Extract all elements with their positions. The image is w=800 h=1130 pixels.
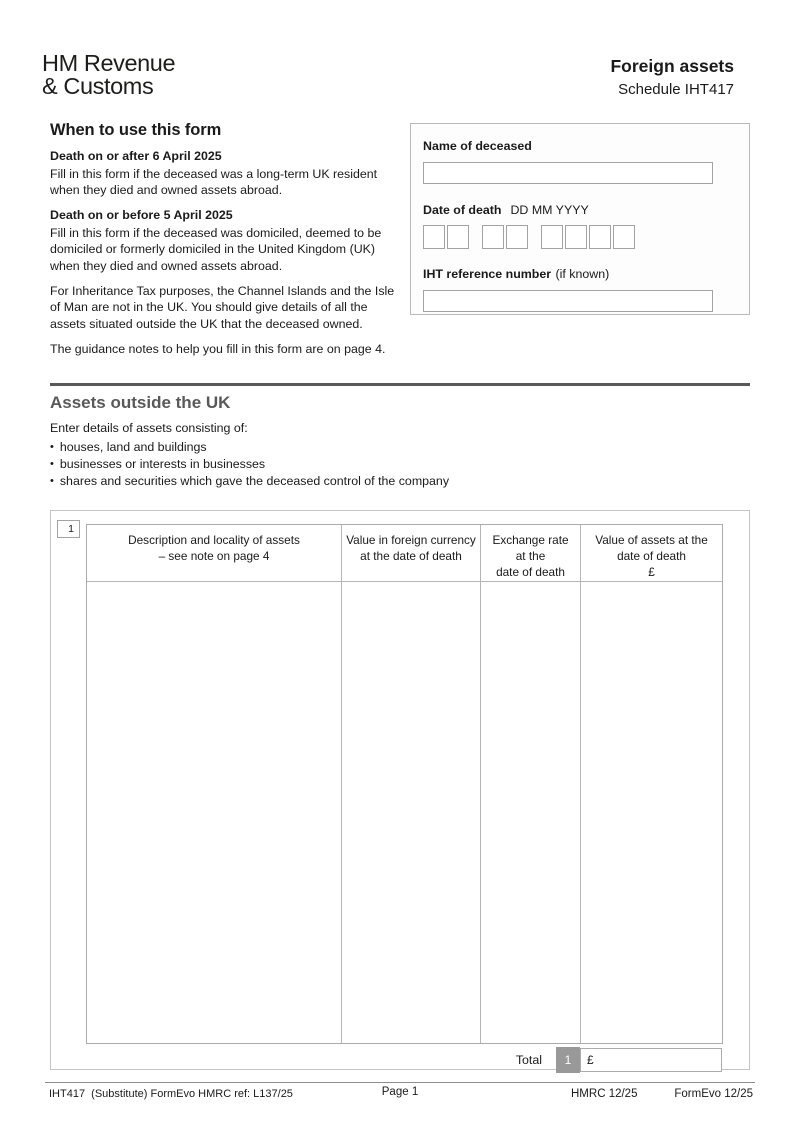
- foreign-value-header-line1: Value in foreign currency: [346, 533, 476, 547]
- iht-reference-input[interactable]: [423, 290, 713, 312]
- total-label: Total: [515, 1053, 542, 1067]
- year-box-3[interactable]: [589, 225, 611, 249]
- description-header-line2: – see note on page 4: [158, 549, 270, 563]
- year-box-2[interactable]: [565, 225, 587, 249]
- foreign-value-cell[interactable]: [342, 582, 481, 1043]
- description-cell[interactable]: [87, 582, 342, 1043]
- bullet-item-shares: • shares and securities which gave the deceased control of the company: [50, 473, 449, 490]
- death-after-body: Fill in this form if the deceased was a long-term UK resident when they died and owned assets abroad.: [50, 167, 378, 198]
- foreign-value-header-line2: at the date of death: [360, 549, 462, 563]
- footer-formevo-date: FormEvo 12/25: [674, 1088, 753, 1100]
- description-header-line1: Description and locality of assets: [128, 533, 300, 547]
- form-title: Foreign assets: [610, 56, 734, 76]
- hmrc-logo-line1: HM Revenue: [42, 50, 176, 76]
- month-box-1[interactable]: [482, 225, 504, 249]
- death-after-heading: Death on or after 6 April 2025: [50, 149, 222, 163]
- hmrc-logo: [42, 52, 175, 98]
- total-input[interactable]: [599, 1053, 721, 1067]
- assets-table-container: [50, 510, 750, 1070]
- assets-value-header-currency: £: [648, 565, 655, 579]
- footer-page-number: Page 1: [381, 1086, 419, 1098]
- date-of-death-label: Date of death: [423, 203, 502, 217]
- date-of-death-row: [423, 201, 737, 249]
- deceased-details-panel: [410, 123, 750, 315]
- assets-value-header-line1: Value of assets at the: [595, 533, 708, 547]
- when-to-use-heading: When to use this form: [50, 121, 222, 139]
- hmrc-logo-line2: & Customs: [42, 73, 154, 99]
- assets-value-cell[interactable]: [581, 582, 722, 1043]
- year-box-1[interactable]: [541, 225, 563, 249]
- bullet-item-houses: • houses, land and buildings: [50, 439, 449, 456]
- form-title-block: [610, 56, 734, 98]
- name-of-deceased-input[interactable]: [423, 162, 713, 184]
- year-group: [541, 225, 635, 249]
- name-of-deceased-label: Name of deceased: [423, 139, 532, 153]
- day-group: [423, 225, 469, 249]
- footer-hmrc-date: HMRC 12/25: [571, 1088, 638, 1100]
- section-divider-rule: [50, 383, 750, 386]
- assets-bullet-list: [50, 439, 449, 490]
- exchange-rate-cell[interactable]: [481, 582, 581, 1043]
- total-input-box: [580, 1048, 722, 1072]
- day-box-2[interactable]: [447, 225, 469, 249]
- date-format-hint: DD MM YYYY: [510, 203, 589, 217]
- channel-islands-note: For Inheritance Tax purposes, the Channel Islands and the Isle of Man are not in the UK. You should give details of all the assets situated outside the UK that the deceased owned.: [50, 284, 395, 331]
- total-badge: 1: [556, 1047, 580, 1073]
- assets-section-intro: Enter details of assets consisting of:: [50, 421, 248, 435]
- year-box-4[interactable]: [613, 225, 635, 249]
- when-to-use-section: [50, 121, 402, 367]
- death-before-body: Fill in this form if the deceased was domiciled, deemed to be domiciled or formerly domiciled in the United Kingdom (UK) when they died and owned assets abroad.: [50, 225, 382, 273]
- row-number-box: 1: [57, 520, 80, 538]
- month-group: [482, 225, 528, 249]
- day-box-1[interactable]: [423, 225, 445, 249]
- assets-section-heading: Assets outside the UK: [50, 393, 231, 412]
- total-row: [516, 1047, 722, 1073]
- death-before-heading: Death on or before 5 April 2025: [50, 207, 233, 222]
- footer-rule: [45, 1082, 755, 1083]
- form-schedule: Schedule IHT417: [618, 81, 734, 98]
- assets-value-header-line2: date of death: [617, 549, 686, 563]
- description-column-header: [87, 525, 342, 582]
- foreign-value-column-header: [342, 525, 481, 582]
- month-box-2[interactable]: [506, 225, 528, 249]
- exchange-rate-column-header: [481, 525, 581, 582]
- footer-form-reference: IHT417 (Substitute) FormEvo HMRC ref: L137/25: [49, 1088, 293, 1100]
- guidance-note: The guidance notes to help you fill in this form are on page 4.: [50, 342, 386, 357]
- iht-reference-row: [423, 265, 737, 312]
- bullet-item-businesses: • businesses or interests in businesses: [50, 456, 449, 473]
- exchange-rate-header-line3: date of death: [496, 565, 565, 579]
- assets-table: [86, 524, 723, 1044]
- pound-symbol: £: [587, 1053, 594, 1067]
- date-of-death-boxes: [423, 225, 737, 249]
- exchange-rate-header-line2: at the: [515, 549, 546, 563]
- iht-reference-label: IHT reference number: [423, 267, 552, 281]
- exchange-rate-header-line1: Exchange rate: [492, 533, 569, 547]
- assets-value-column-header: [581, 525, 722, 582]
- iht-known-hint: (if known): [555, 267, 610, 281]
